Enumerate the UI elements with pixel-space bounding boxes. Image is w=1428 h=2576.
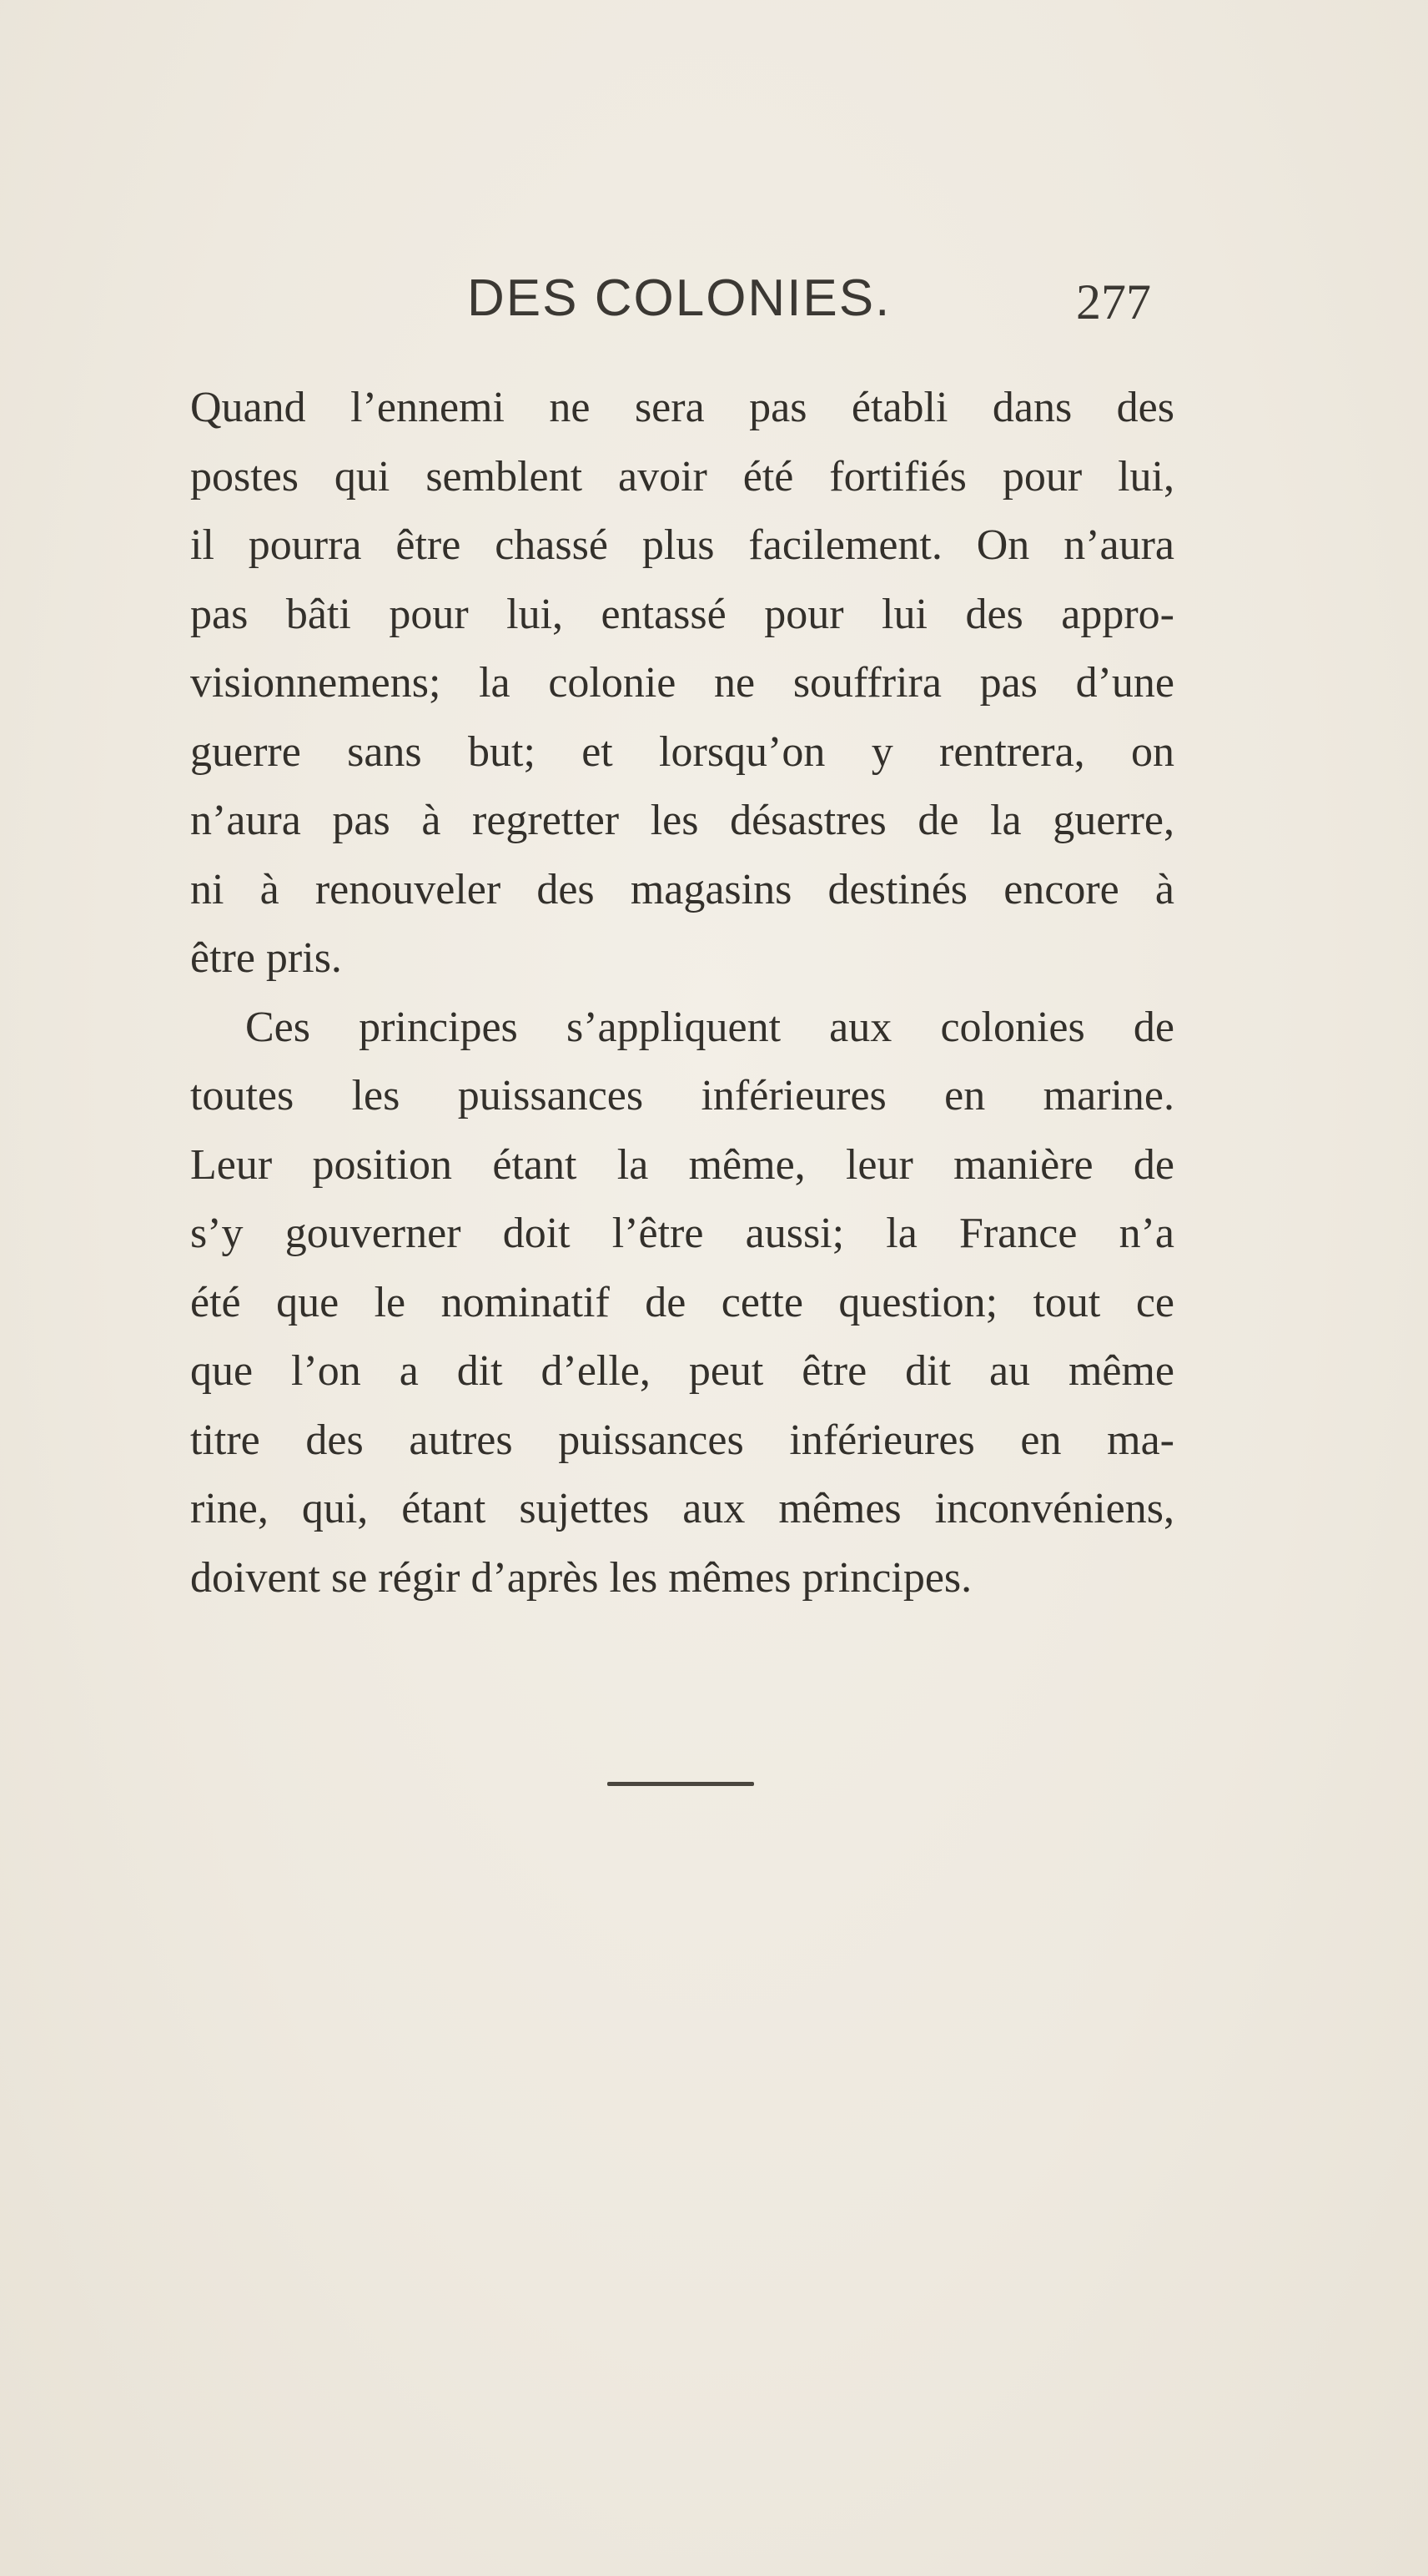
running-head [0,265,1428,332]
text-line: Ces principes s’appliquent aux colonies de [245,1003,1174,1051]
text-line: n’aura pas à regretter les désastres de la guerre, [190,797,1174,844]
text-line: rine, qui, étant sujettes aux mêmes inconvéniens, [190,1485,1174,1532]
text-line: il pourra être chassé plus facilement. On n’aura [190,521,1174,569]
paragraph-1 [190,374,1174,994]
text-line: que l’on a dit d’elle, peut être dit au même [190,1347,1174,1395]
page-number: 277 [1076,274,1151,330]
text-line: visionnemens; la colonie ne souffrira pas d’une [190,659,1174,707]
text-line: été que le nominatif de cette question; tout ce [190,1278,1174,1326]
text-line: ni à renouveler des magasins destinés encore à [190,865,1174,913]
text-line: s’y gouverner doit l’être aussi; la France n’a [190,1210,1174,1257]
text-line: guerre sans but; et lorsqu’on y rentrera, on [190,727,1174,776]
text-line: doivent se régir d’après les mêmes principes. [190,1553,973,1602]
running-title: DES COLONIES. [467,269,892,327]
paragraph-2 [190,994,1174,1613]
end-rule [607,1782,754,1786]
body-text [190,374,1174,1613]
text-line: pas bâti pour lui, entassé pour lui des appro- [190,590,1174,638]
text-line: Leur position étant la même, leur manière de [190,1140,1174,1189]
text-line: être pris. [190,934,342,982]
text-line: titre des autres puissances inférieures en ma- [190,1416,1174,1464]
text-line: postes qui semblent avoir été fortifiés pour lui, [190,452,1174,501]
text-line: toutes les puissances inférieures en marine. [190,1072,1174,1119]
text-line: Quand l’ennemi ne sera pas établi dans des [190,384,1174,431]
